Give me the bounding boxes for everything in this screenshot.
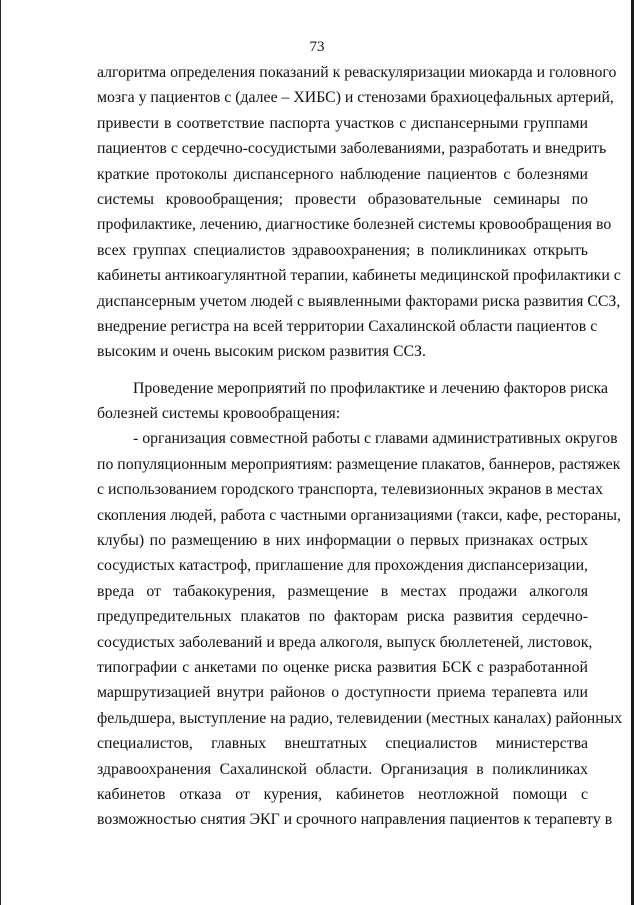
paragraph-spacer xyxy=(97,365,588,376)
text-line: возможностью снятия ЭКГ и срочного направления пациентов к терапевту в xyxy=(97,811,613,829)
text-line: сосудистых катастроф, приглашение для прохождения диспансеризации, xyxy=(97,557,588,575)
text-line: профилактике, лечению, диагностике болезней системы кровообращения во xyxy=(97,216,612,234)
text-line: болезней системы кровообращения: xyxy=(97,405,341,423)
text-line: высоким и очень высоким риском развития ССЗ. xyxy=(97,343,426,361)
paragraph-1 xyxy=(97,60,621,365)
text-line: системы кровообращения; провести образовательные семинары по xyxy=(97,190,588,208)
text-line: скопления людей, работа с частными организациями (такси, кафе, рестораны, xyxy=(97,506,621,524)
text-line: всех группах специалистов здравоохранения; в поликлиниках открыть xyxy=(97,241,588,259)
text-line: диспансерным учетом людей с выявленными факторами риска развития ССЗ, xyxy=(97,292,621,310)
text-line: алгоритма определения показаний к реваскуляризации миокарда и головного xyxy=(97,64,617,81)
paragraph-3 xyxy=(97,426,623,832)
text-line: кабинетов отказа от курения, кабинетов неотложной помощи с xyxy=(97,785,588,803)
text-line: краткие протоколы диспансерного наблюдение пациентов с болезнями xyxy=(97,165,588,183)
text-line: Проведение мероприятий по профилактике и лечению факторов риска xyxy=(133,379,608,397)
text-line: пациентов с сердечно-сосудистыми заболеваниями, разработать и внедрить xyxy=(97,140,607,158)
text-line: фельдшера, выступление на радио, телевидении (местных каналах) районных xyxy=(97,709,623,727)
text-line: кабинеты антикоагулянтной терапии, кабинеты медицинской профилактики с xyxy=(97,267,621,285)
text-line: по популяционным мероприятиям: размещение плакатов, баннеров, растяжек xyxy=(97,455,621,473)
text-line: сосудистых заболеваний и вреда алкоголя, выпуск бюллетеней, листовок, xyxy=(97,633,593,651)
text-line: клубы) по размещению в них информации о первых признаках острых xyxy=(97,532,588,550)
text-line: мозга у пациентов с (далее – ХИБС) и стенозами брахиоцефальных артерий, xyxy=(97,89,614,107)
text-line: привести в соответствие паспорта участков с диспансерными группами xyxy=(97,114,588,132)
page-number: 73 xyxy=(309,39,325,55)
text-line: типографии с анкетами по оценке риска развития БСК с разработанной xyxy=(97,658,588,676)
text-line: маршрутизацией внутри районов о доступности приема терапевта или xyxy=(97,684,588,702)
paragraph-2 xyxy=(97,376,608,427)
text-line: внедрение регистра на всей территории Сахалинской области пациентов с xyxy=(97,317,598,335)
text-line: с использованием городского транспорта, телевизионных экранов в местах xyxy=(97,481,604,499)
text-line: специалистов, главных внештатных специалистов министерства xyxy=(97,735,588,753)
document-body xyxy=(97,60,623,833)
text-line: вреда от табакокурения, размещение в местах продажи алкоголя xyxy=(97,582,588,600)
text-line: предупредительных плакатов по факторам риска развития сердечно- xyxy=(97,608,588,626)
text-line: здравоохранения Сахалинской области. Организация в поликлиниках xyxy=(97,760,588,778)
text-line: - организация совместной работы с главами административных округов xyxy=(133,430,618,448)
